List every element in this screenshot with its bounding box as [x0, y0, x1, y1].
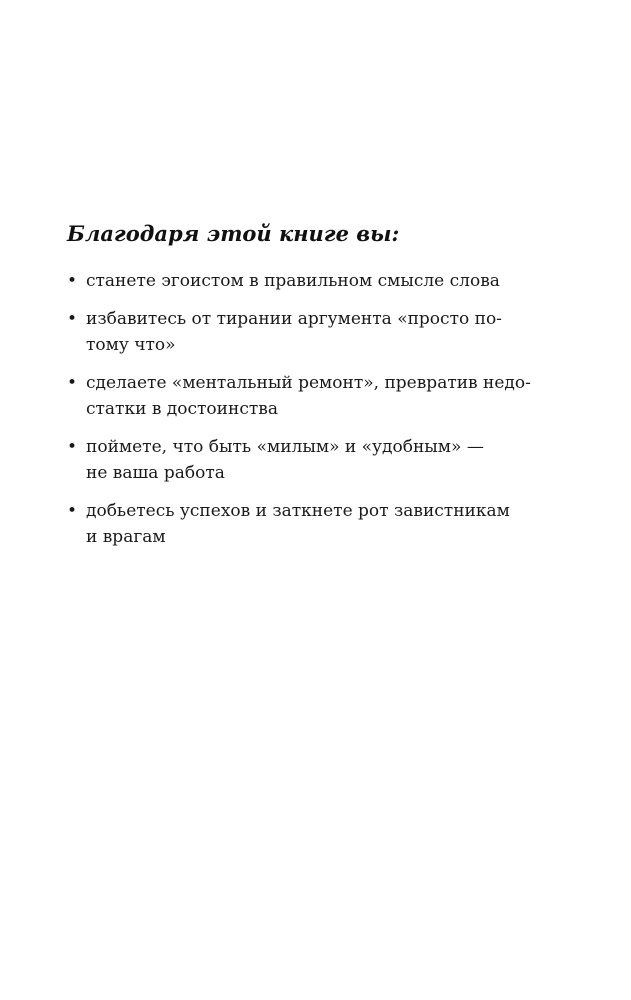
- list-item-text: сделаете «ментальный ремонт», превратив недо-: [86, 373, 531, 393]
- list-item-text: добьетесь успехов и заткнете рот завистникам: [86, 501, 510, 521]
- list-item: [67, 434, 537, 486]
- bullet-icon: •: [67, 271, 78, 291]
- list-item-text: поймете, что быть «милым» и «удобным» —: [86, 437, 484, 457]
- list-item: [67, 370, 537, 422]
- list-item-text: и врагам: [86, 527, 166, 547]
- section-heading: Благодаря этой книге вы:: [67, 221, 400, 246]
- list-item: [67, 306, 537, 358]
- list-item-text: избавитесь от тирании аргумента «просто по-: [86, 309, 502, 329]
- list-item-text: тому что»: [86, 335, 176, 355]
- bullet-icon: •: [67, 437, 78, 457]
- list-item-text: станете эгоистом в правильном смысле слова: [86, 271, 500, 291]
- list-item: [67, 268, 537, 294]
- benefits-list: [67, 268, 537, 562]
- bullet-icon: •: [67, 501, 78, 521]
- list-item: [67, 498, 537, 550]
- bullet-icon: •: [67, 309, 78, 329]
- list-item-text: не ваша работа: [86, 463, 225, 483]
- list-item-text: статки в достоинства: [86, 399, 278, 419]
- bullet-icon: •: [67, 373, 78, 393]
